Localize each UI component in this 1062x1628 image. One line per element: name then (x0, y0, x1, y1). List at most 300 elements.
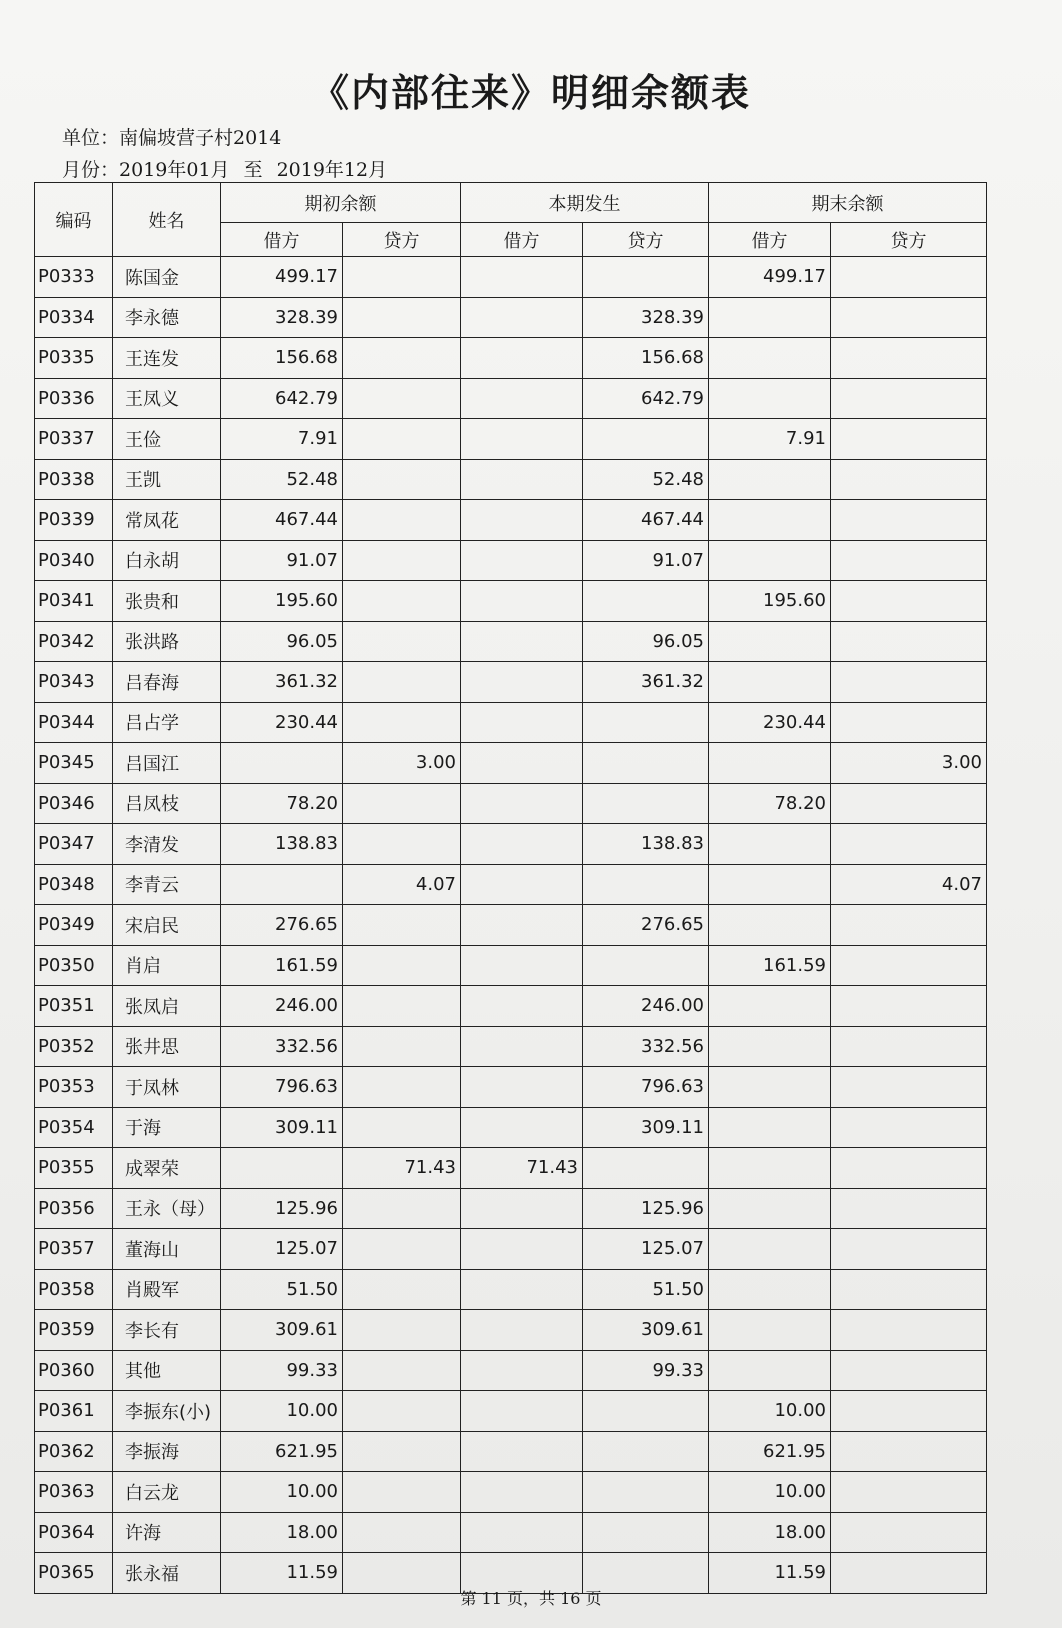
cell-opening-debit: 125.07 (221, 1229, 343, 1270)
header-code: 编码 (35, 183, 113, 257)
cell-name: 张井思 (113, 1026, 221, 1067)
cell-name: 王永（母） (113, 1188, 221, 1229)
cell-closing-debit (709, 743, 831, 784)
cell-code: P0350 (35, 945, 113, 986)
cell-code: P0357 (35, 1229, 113, 1270)
page-footer: 第 11 页，共 16 页 (460, 1589, 602, 1608)
table-row (35, 297, 987, 338)
cell-closing-credit (831, 1310, 987, 1351)
cell-current-debit (461, 1472, 583, 1513)
cell-code: P0333 (35, 257, 113, 298)
unit-value: 南偏坡营子村2014 (119, 127, 282, 149)
cell-closing-debit (709, 1148, 831, 1189)
cell-current-credit: 642.79 (583, 378, 709, 419)
cell-closing-debit (709, 1310, 831, 1351)
cell-code: P0339 (35, 500, 113, 541)
table-row (35, 257, 987, 298)
cell-closing-credit (831, 1148, 987, 1189)
cell-code: P0360 (35, 1350, 113, 1391)
cell-current-credit: 96.05 (583, 621, 709, 662)
cell-opening-debit: 328.39 (221, 297, 343, 338)
cell-closing-debit: 499.17 (709, 257, 831, 298)
cell-current-debit (461, 945, 583, 986)
cell-current-credit: 309.61 (583, 1310, 709, 1351)
cell-opening-credit (343, 905, 461, 946)
cell-current-debit (461, 1512, 583, 1553)
cell-code: P0343 (35, 662, 113, 703)
cell-name: 肖启 (113, 945, 221, 986)
cell-opening-debit (221, 1148, 343, 1189)
cell-current-debit (461, 986, 583, 1027)
header-closing: 期末余额 (709, 183, 987, 223)
table-row (35, 1067, 987, 1108)
cell-opening-credit (343, 1391, 461, 1432)
cell-closing-credit (831, 1188, 987, 1229)
cell-current-debit (461, 1431, 583, 1472)
cell-name: 李长有 (113, 1310, 221, 1351)
cell-opening-credit (343, 702, 461, 743)
cell-current-credit (583, 257, 709, 298)
table-row (35, 702, 987, 743)
cell-current-credit: 99.33 (583, 1350, 709, 1391)
cell-current-credit: 332.56 (583, 1026, 709, 1067)
cell-current-debit (461, 783, 583, 824)
cell-opening-credit (343, 1188, 461, 1229)
table-row (35, 1512, 987, 1553)
cell-closing-credit (831, 1269, 987, 1310)
period-line (62, 155, 387, 182)
cell-name: 王俭 (113, 419, 221, 460)
cell-name: 其他 (113, 1350, 221, 1391)
cell-current-debit (461, 459, 583, 500)
table-row (35, 1188, 987, 1229)
cell-name: 李青云 (113, 864, 221, 905)
cell-code: P0337 (35, 419, 113, 460)
cell-current-debit (461, 378, 583, 419)
cell-opening-debit: 246.00 (221, 986, 343, 1027)
cell-opening-debit: 276.65 (221, 905, 343, 946)
cell-closing-debit (709, 297, 831, 338)
cell-opening-credit (343, 662, 461, 703)
table-row (35, 1107, 987, 1148)
header-current-debit: 借方 (461, 223, 583, 257)
cell-opening-debit: 18.00 (221, 1512, 343, 1553)
cell-current-debit (461, 1269, 583, 1310)
cell-closing-debit (709, 1229, 831, 1270)
cell-opening-credit (343, 1350, 461, 1391)
cell-opening-debit: 467.44 (221, 500, 343, 541)
cell-closing-credit (831, 419, 987, 460)
cell-opening-debit: 796.63 (221, 1067, 343, 1108)
cell-name: 王连发 (113, 338, 221, 379)
table-row (35, 378, 987, 419)
cell-code: P0349 (35, 905, 113, 946)
cell-current-debit (461, 297, 583, 338)
period-to-word: 至 (243, 159, 263, 181)
table-row (35, 1391, 987, 1432)
cell-closing-debit: 230.44 (709, 702, 831, 743)
cell-closing-debit: 621.95 (709, 1431, 831, 1472)
cell-current-credit: 51.50 (583, 1269, 709, 1310)
cell-current-debit (461, 1310, 583, 1351)
cell-current-debit (461, 1229, 583, 1270)
cell-current-credit: 246.00 (583, 986, 709, 1027)
cell-closing-credit (831, 338, 987, 379)
cell-name: 肖殿军 (113, 1269, 221, 1310)
balance-table (34, 182, 987, 1594)
cell-opening-debit (221, 743, 343, 784)
cell-closing-credit (831, 500, 987, 541)
cell-current-credit (583, 1391, 709, 1432)
cell-current-debit: 71.43 (461, 1148, 583, 1189)
cell-closing-debit: 10.00 (709, 1391, 831, 1432)
cell-name: 张永福 (113, 1553, 221, 1594)
cell-name: 张凤启 (113, 986, 221, 1027)
cell-current-debit (461, 662, 583, 703)
cell-closing-credit (831, 378, 987, 419)
cell-current-debit (461, 864, 583, 905)
cell-code: P0345 (35, 743, 113, 784)
cell-current-debit (461, 824, 583, 865)
cell-code: P0361 (35, 1391, 113, 1432)
cell-closing-debit: 78.20 (709, 783, 831, 824)
cell-code: P0334 (35, 297, 113, 338)
cell-closing-credit (831, 945, 987, 986)
cell-opening-credit: 4.07 (343, 864, 461, 905)
cell-code: P0344 (35, 702, 113, 743)
cell-closing-debit (709, 1107, 831, 1148)
header-closing-debit: 借方 (709, 223, 831, 257)
cell-closing-credit (831, 1512, 987, 1553)
cell-closing-credit (831, 1107, 987, 1148)
cell-current-debit (461, 905, 583, 946)
cell-opening-credit (343, 1269, 461, 1310)
cell-code: P0347 (35, 824, 113, 865)
cell-code: P0341 (35, 581, 113, 622)
cell-opening-debit: 499.17 (221, 257, 343, 298)
cell-closing-debit (709, 905, 831, 946)
cell-code: P0340 (35, 540, 113, 581)
cell-closing-credit (831, 824, 987, 865)
table-row (35, 621, 987, 662)
cell-closing-debit (709, 864, 831, 905)
cell-closing-credit (831, 581, 987, 622)
cell-current-credit: 138.83 (583, 824, 709, 865)
cell-closing-debit (709, 1350, 831, 1391)
table-row (35, 1269, 987, 1310)
cell-code: P0348 (35, 864, 113, 905)
cell-current-debit (461, 1188, 583, 1229)
cell-closing-credit (831, 257, 987, 298)
header-current-credit: 贷方 (583, 223, 709, 257)
cell-opening-debit: 11.59 (221, 1553, 343, 1594)
cell-opening-debit: 621.95 (221, 1431, 343, 1472)
cell-opening-debit: 7.91 (221, 419, 343, 460)
cell-name: 吕国江 (113, 743, 221, 784)
cell-name: 白永胡 (113, 540, 221, 581)
table-row (35, 945, 987, 986)
cell-opening-credit (343, 1229, 461, 1270)
cell-name: 常凤花 (113, 500, 221, 541)
cell-opening-credit: 71.43 (343, 1148, 461, 1189)
header-row-top (35, 183, 987, 223)
cell-closing-credit (831, 1229, 987, 1270)
table-row (35, 1350, 987, 1391)
cell-opening-credit (343, 500, 461, 541)
cell-name: 王凯 (113, 459, 221, 500)
table-row (35, 1310, 987, 1351)
cell-code: P0352 (35, 1026, 113, 1067)
cell-opening-debit: 96.05 (221, 621, 343, 662)
cell-closing-debit (709, 986, 831, 1027)
cell-current-credit: 156.68 (583, 338, 709, 379)
cell-opening-credit (343, 1026, 461, 1067)
cell-name: 陈国金 (113, 257, 221, 298)
cell-opening-credit (343, 621, 461, 662)
table-row (35, 783, 987, 824)
cell-name: 张贵和 (113, 581, 221, 622)
cell-closing-credit (831, 1431, 987, 1472)
cell-name: 董海山 (113, 1229, 221, 1270)
cell-name: 于凤林 (113, 1067, 221, 1108)
cell-name: 吕春海 (113, 662, 221, 703)
cell-opening-debit: 309.11 (221, 1107, 343, 1148)
table-row (35, 540, 987, 581)
cell-closing-credit (831, 540, 987, 581)
cell-current-debit (461, 1067, 583, 1108)
cell-closing-credit (831, 459, 987, 500)
cell-opening-credit (343, 1310, 461, 1351)
table-row (35, 1026, 987, 1067)
cell-current-credit: 125.07 (583, 1229, 709, 1270)
cell-opening-debit: 10.00 (221, 1391, 343, 1432)
cell-current-debit (461, 1026, 583, 1067)
cell-current-credit: 467.44 (583, 500, 709, 541)
cell-closing-debit (709, 824, 831, 865)
cell-opening-credit (343, 986, 461, 1027)
cell-code: P0336 (35, 378, 113, 419)
cell-closing-debit (709, 540, 831, 581)
cell-closing-debit (709, 621, 831, 662)
cell-current-credit (583, 864, 709, 905)
cell-current-credit: 276.65 (583, 905, 709, 946)
cell-opening-debit: 51.50 (221, 1269, 343, 1310)
cell-closing-credit: 4.07 (831, 864, 987, 905)
cell-closing-credit (831, 1067, 987, 1108)
cell-closing-debit (709, 500, 831, 541)
cell-closing-credit (831, 621, 987, 662)
table-row (35, 500, 987, 541)
cell-closing-debit: 7.91 (709, 419, 831, 460)
cell-name: 吕占学 (113, 702, 221, 743)
page-title: 《内部往来》明细余额表 (310, 70, 751, 115)
table-row (35, 1148, 987, 1189)
cell-current-credit (583, 945, 709, 986)
cell-code: P0356 (35, 1188, 113, 1229)
table-row (35, 419, 987, 460)
unit-label: 单位： (62, 127, 120, 149)
header-current: 本期发生 (461, 183, 709, 223)
cell-closing-debit: 195.60 (709, 581, 831, 622)
cell-code: P0353 (35, 1067, 113, 1108)
cell-opening-credit (343, 459, 461, 500)
cell-code: P0355 (35, 1148, 113, 1189)
cell-opening-debit: 52.48 (221, 459, 343, 500)
cell-opening-credit (343, 783, 461, 824)
cell-name: 李振海 (113, 1431, 221, 1472)
cell-current-credit: 309.11 (583, 1107, 709, 1148)
header-name: 姓名 (113, 183, 221, 257)
cell-code: P0335 (35, 338, 113, 379)
cell-code: P0363 (35, 1472, 113, 1513)
cell-name: 张洪路 (113, 621, 221, 662)
cell-opening-debit: 161.59 (221, 945, 343, 986)
cell-closing-credit (831, 1391, 987, 1432)
cell-closing-debit: 161.59 (709, 945, 831, 986)
cell-closing-credit: 3.00 (831, 743, 987, 784)
cell-closing-credit (831, 702, 987, 743)
cell-current-debit (461, 621, 583, 662)
cell-closing-debit: 11.59 (709, 1553, 831, 1594)
cell-current-debit (461, 500, 583, 541)
cell-opening-credit (343, 419, 461, 460)
cell-current-debit (461, 1391, 583, 1432)
cell-opening-debit: 642.79 (221, 378, 343, 419)
header-opening-debit: 借方 (221, 223, 343, 257)
table-row (35, 864, 987, 905)
cell-current-debit (461, 702, 583, 743)
cell-current-debit (461, 419, 583, 460)
table-row (35, 662, 987, 703)
table-row (35, 1472, 987, 1513)
cell-opening-credit (343, 540, 461, 581)
cell-closing-debit (709, 1188, 831, 1229)
cell-closing-debit (709, 1067, 831, 1108)
cell-closing-credit (831, 986, 987, 1027)
cell-current-credit: 361.32 (583, 662, 709, 703)
cell-current-debit (461, 581, 583, 622)
cell-current-debit (461, 257, 583, 298)
cell-name: 于海 (113, 1107, 221, 1148)
cell-current-credit: 125.96 (583, 1188, 709, 1229)
cell-current-credit: 328.39 (583, 297, 709, 338)
cell-opening-debit: 99.33 (221, 1350, 343, 1391)
cell-opening-debit: 91.07 (221, 540, 343, 581)
cell-current-credit: 91.07 (583, 540, 709, 581)
cell-opening-debit: 309.61 (221, 1310, 343, 1351)
cell-code: P0365 (35, 1553, 113, 1594)
cell-current-credit (583, 783, 709, 824)
cell-closing-debit (709, 1026, 831, 1067)
period-from: 2019年01月 (119, 159, 230, 181)
cell-opening-credit (343, 1067, 461, 1108)
cell-opening-debit: 361.32 (221, 662, 343, 703)
cell-code: P0354 (35, 1107, 113, 1148)
table-row (35, 338, 987, 379)
cell-opening-credit (343, 1472, 461, 1513)
cell-opening-debit: 230.44 (221, 702, 343, 743)
table-body (35, 257, 987, 1594)
cell-current-credit (583, 1512, 709, 1553)
cell-opening-credit (343, 824, 461, 865)
cell-name: 李振东(小) (113, 1391, 221, 1432)
cell-opening-credit (343, 257, 461, 298)
cell-opening-credit (343, 1512, 461, 1553)
cell-code: P0359 (35, 1310, 113, 1351)
cell-code: P0346 (35, 783, 113, 824)
cell-code: P0364 (35, 1512, 113, 1553)
cell-name: 吕凤枝 (113, 783, 221, 824)
cell-opening-credit (343, 581, 461, 622)
cell-current-credit (583, 1472, 709, 1513)
cell-current-debit (461, 540, 583, 581)
cell-closing-credit (831, 1472, 987, 1513)
cell-closing-debit (709, 378, 831, 419)
cell-closing-debit (709, 1269, 831, 1310)
table-row (35, 581, 987, 622)
cell-opening-debit: 125.96 (221, 1188, 343, 1229)
unit-line (62, 123, 281, 150)
cell-opening-credit (343, 378, 461, 419)
header-closing-credit: 贷方 (831, 223, 987, 257)
table-row (35, 905, 987, 946)
table-row (35, 986, 987, 1027)
table-row (35, 824, 987, 865)
cell-opening-credit (343, 945, 461, 986)
cell-closing-debit: 18.00 (709, 1512, 831, 1553)
table-row (35, 743, 987, 784)
cell-opening-credit (343, 338, 461, 379)
cell-current-credit (583, 743, 709, 784)
cell-current-credit: 52.48 (583, 459, 709, 500)
cell-name: 成翠荣 (113, 1148, 221, 1189)
cell-name: 宋启民 (113, 905, 221, 946)
cell-opening-debit: 195.60 (221, 581, 343, 622)
cell-opening-credit (343, 1107, 461, 1148)
period-label: 月份： (62, 159, 120, 181)
cell-current-debit (461, 1107, 583, 1148)
header-opening: 期初余额 (221, 183, 461, 223)
cell-current-credit (583, 419, 709, 460)
cell-current-credit (583, 1148, 709, 1189)
cell-closing-debit (709, 338, 831, 379)
cell-current-credit: 796.63 (583, 1067, 709, 1108)
cell-opening-debit: 10.00 (221, 1472, 343, 1513)
cell-closing-debit: 10.00 (709, 1472, 831, 1513)
table-row (35, 459, 987, 500)
header-opening-credit: 贷方 (343, 223, 461, 257)
cell-opening-debit: 332.56 (221, 1026, 343, 1067)
table-row (35, 1229, 987, 1270)
cell-current-debit (461, 338, 583, 379)
cell-opening-debit: 156.68 (221, 338, 343, 379)
cell-opening-credit (343, 297, 461, 338)
cell-name: 王凤义 (113, 378, 221, 419)
cell-code: P0342 (35, 621, 113, 662)
cell-closing-debit (709, 459, 831, 500)
cell-current-debit (461, 1350, 583, 1391)
cell-opening-debit: 138.83 (221, 824, 343, 865)
period-to: 2019年12月 (276, 159, 388, 181)
cell-closing-credit (831, 297, 987, 338)
cell-closing-credit (831, 905, 987, 946)
cell-code: P0362 (35, 1431, 113, 1472)
cell-opening-credit (343, 1431, 461, 1472)
cell-name: 李永德 (113, 297, 221, 338)
cell-code: P0358 (35, 1269, 113, 1310)
cell-opening-credit: 3.00 (343, 743, 461, 784)
cell-current-debit (461, 743, 583, 784)
